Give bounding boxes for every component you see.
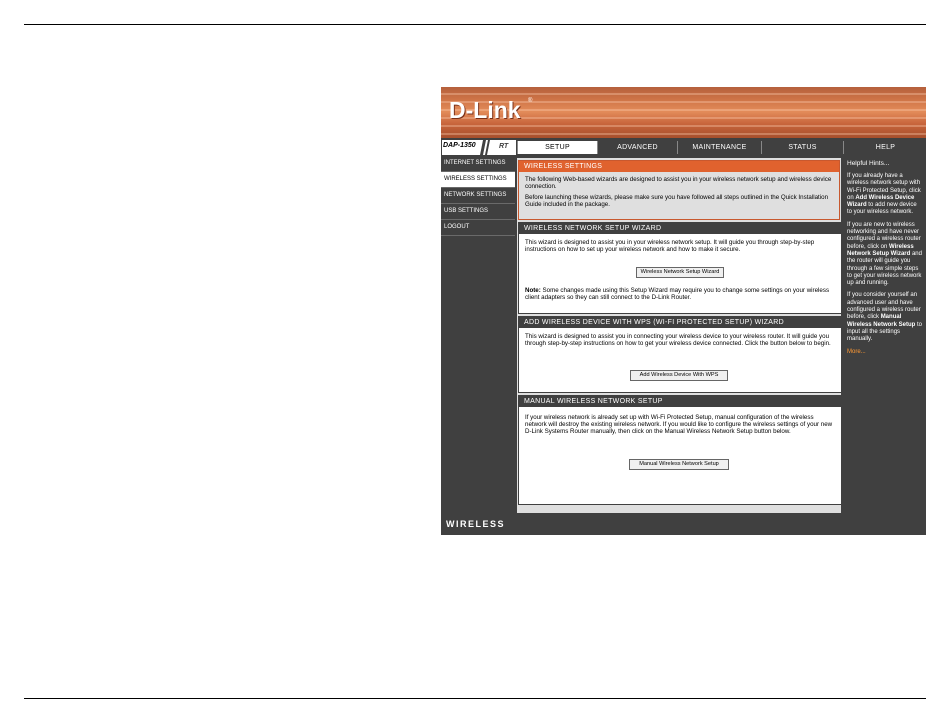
help-hint-1-end: to add new device to your wireless network. — [847, 202, 917, 216]
wizard-note — [519, 287, 841, 301]
wizard-note-text: Some changes made using this Setup Wizard may require you to change some settings on your wireless client adapters so they can still connect to the D-Link Router. — [525, 287, 830, 301]
manual-section-title: MANUAL WIRELESS NETWORK SETUP — [519, 396, 841, 407]
wizard-section — [518, 222, 842, 314]
help-hint-1-bold: Add Wireless Device Wizard — [847, 194, 915, 209]
add-wireless-device-wps-button[interactable]: Add Wireless Device With WPS — [630, 370, 728, 381]
main-content — [517, 158, 841, 518]
bottom-rule — [24, 698, 926, 699]
top-navigation — [441, 140, 926, 155]
intro-paragraph-1: The following Web-based wizards are designed to assist you in your wireless network setup and wireless device connection. — [525, 176, 832, 190]
dlink-logo: D-Link — [449, 97, 521, 123]
help-more-link[interactable]: More... — [847, 348, 866, 355]
wizard-section-title: WIRELESS NETWORK SETUP WIZARD — [519, 223, 841, 234]
manual-setup-section — [518, 395, 842, 505]
manual-wireless-network-setup-button[interactable]: Manual Wireless Network Setup — [629, 459, 729, 470]
help-hint-2-end: and the router will guide you through a few simple steps to get your wireless network up and running. — [847, 250, 922, 287]
wps-description: This wizard is designed to assist you in connecting your wireless device to your wireless router. It will guide you through step-by-step instructions on how to get your wireless device connected. Click the button below to begin. — [525, 333, 831, 347]
top-rule — [24, 24, 926, 25]
manual-description: If your wireless network is already set up with Wi-Fi Protected Setup, manual configuration of the wireless network will destroy the existing wireless network. If you would like to configure the wireless settings of your new D-Link Systems Router manually, then click on the Manual Wireless Network Setup button below. — [525, 414, 833, 435]
wps-section-title: ADD WIRELESS DEVICE WITH WPS (WI-FI PROTECTED SETUP) WIZARD — [519, 317, 841, 328]
wizard-description: This wizard is designed to assist you in your wireless network setup. It will guide you through step-by-step instructions on how to set up your wireless network and how to make it secure. — [525, 239, 815, 253]
wireless-settings-intro — [518, 160, 840, 220]
model-name: DAP-1350 — [443, 142, 476, 149]
model-slash-icon — [480, 140, 490, 155]
sidebar — [441, 156, 515, 236]
help-panel — [844, 158, 926, 519]
intro-paragraph-2: Before launching these wizards, please make sure you have followed all steps outlined in the Quick Installation Guide included in the package. — [525, 194, 829, 208]
help-hint-1 — [844, 173, 926, 217]
sidebar-item-internet-settings[interactable]: INTERNET SETTINGS — [441, 156, 515, 172]
registered-mark: ® — [528, 98, 533, 104]
help-hint-3-text: If you consider yourself an advanced user and have configured a wireless router before, click — [847, 292, 921, 321]
model-suffix: RT — [499, 143, 509, 150]
tab-advanced[interactable]: ADVANCED — [597, 141, 677, 154]
model-badge — [442, 140, 516, 155]
router-ui-screenshot — [441, 87, 926, 535]
wireless-network-setup-wizard-button[interactable]: Wireless Network Setup Wizard — [636, 267, 724, 278]
sidebar-item-logout[interactable]: LOGOUT — [441, 220, 515, 236]
tab-status[interactable]: STATUS — [761, 141, 843, 154]
tab-setup[interactable]: SETUP — [517, 141, 597, 154]
help-title: Helpful Hints... — [847, 160, 890, 167]
help-hint-2-text: If you are new to wireless networking and have never configured a wireless router before, click on — [847, 221, 921, 250]
help-hint-3 — [844, 292, 926, 343]
footer-bar — [441, 513, 926, 535]
help-hint-2 — [844, 222, 926, 288]
sidebar-item-usb-settings[interactable]: USB SETTINGS — [441, 204, 515, 220]
tab-help[interactable]: HELP — [843, 141, 927, 154]
help-hint-3-bold: Manual Wireless Network Setup — [847, 314, 916, 328]
footer-wireless-label: WIRELESS — [446, 519, 506, 529]
wizard-note-label: Note: — [525, 287, 541, 294]
help-hint-2-bold: Wireless Network Setup Wizard — [847, 243, 914, 257]
help-hint-1-text: If you already have a wireless network setup with Wi-Fi Protected Setup, click on — [847, 173, 921, 201]
help-hint-3-end: to input all the settings manually. — [847, 321, 922, 343]
page-title: WIRELESS SETTINGS — [519, 161, 839, 172]
sidebar-item-wireless-settings[interactable]: WIRELESS SETTINGS — [441, 172, 515, 188]
wps-section — [518, 316, 842, 393]
tab-maintenance[interactable]: MAINTENANCE — [677, 141, 761, 154]
brand-banner — [441, 87, 926, 138]
sidebar-item-network-settings[interactable]: NETWORK SETTINGS — [441, 188, 515, 204]
